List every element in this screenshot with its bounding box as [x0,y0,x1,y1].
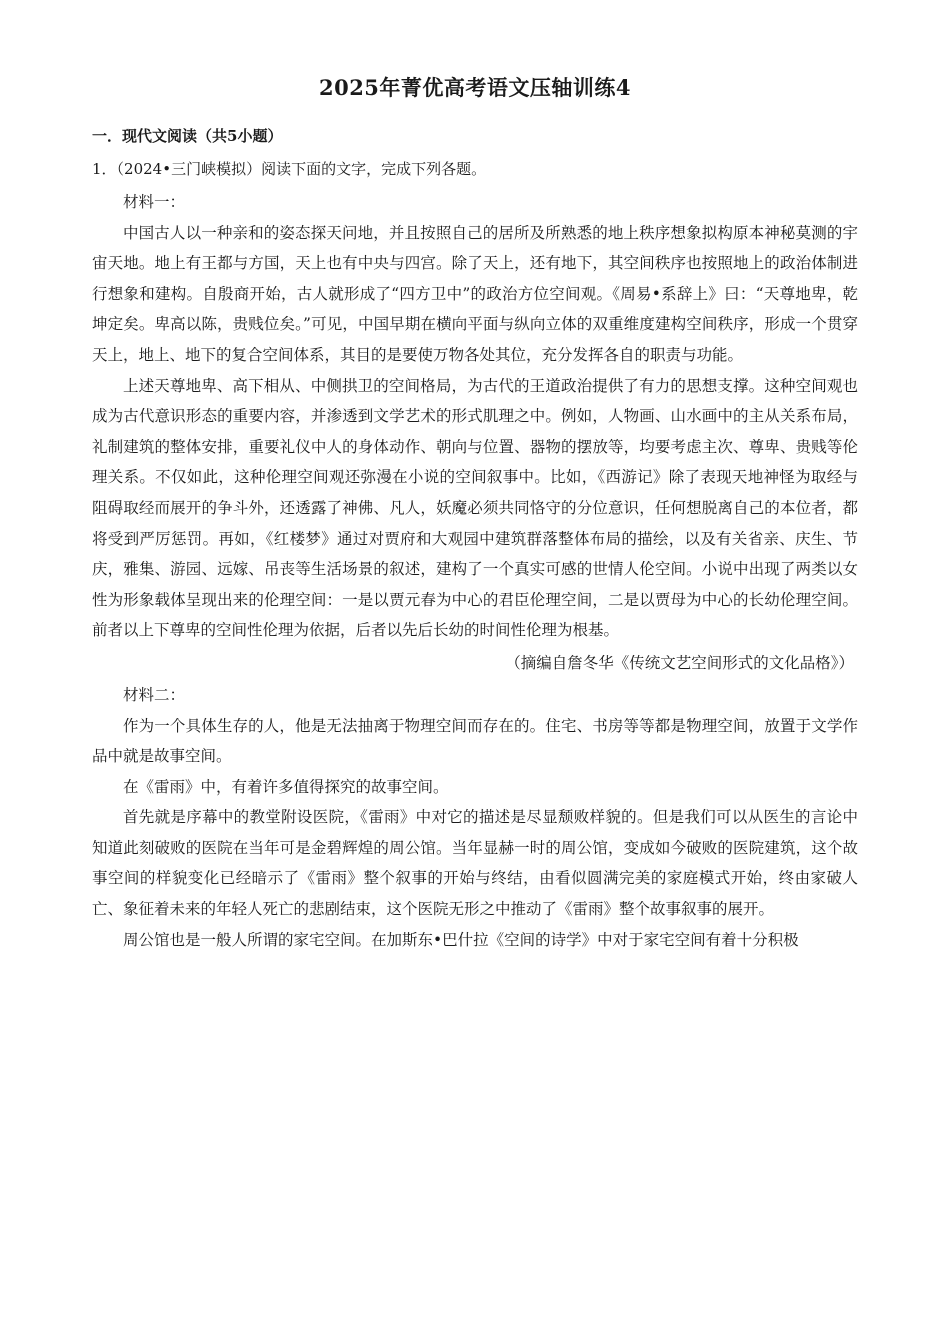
material1-label: 材料一： [123,193,186,211]
document-title: 2025年菁优高考语文压轴训练4 [318,75,632,100]
material1-source: （摘编自詹冬华《传统文艺空间形式的文化品格》） [505,653,854,672]
material1-paragraph: 上述天尊地卑、高下相从、中侧拱卫的空间格局，为古代的王道政治提供了有力的思想支撑。这种空间观也成为古代意识形态的重要内容，并渗透到文学艺术的形式肌理之中。例如，人物画、山水画中的主从关系布局，礼制建筑的整体安排，重要礼仪中人的身体动作、朝向与位置、器物的摆放等，均要考虑主次、尊卑、贵贱等伦理关系。不仅如此，这种伦理空间观还弥漫在小说的空间叙事中。比如，《西游记》除了表现天地神怪为取经与阻碍取经而展开的争斗外，还透露了神佛、凡人，妖魔必须共同恪守的分位意识，任何想脱离自己的本位者，都将受到严厉惩罚。再如，《红楼梦》通过对贾府和大观园中建筑群落整体布局的描绘，以及有关省亲、庆生、节庆，雅集、游园、远嫁、吊丧等生活场景的叙述，建构了一个真实可感的世情人伦空间。小说中出现了两类以女性为形象载体呈现出来的伦理空间：一是以贾元春为中心的君臣伦理空间，二是以贾母为中心的长幼伦理空间。前者以上下尊卑的空间性伦理为依据，后者以先后长幼的时间性伦理为根基。 [92,376,858,640]
section-heading: 一．现代文阅读（共5小题） [92,127,283,145]
material2-label: 材料二： [123,685,186,704]
document-page [92,0,858,955]
material2-paragraph: 首先就是序幕中的教堂附设医院，《雷雨》中对它的描述是尽显颓败样貌的。但是我们可以从医生的言论中知道此刻破败的医院在当年可是金碧辉煌的周公馆。当年显赫一时的周公馆，变成如今破败的医院建筑，这个故事空间的样貌变化已经暗示了《雷雨》整个叙事的开始与终结，由看似圆满完美的家庭模式开始，终由家破人亡、象征着未来的年轻人死亡的悲剧结束，这个医院无形之中推动了《雷雨》整个故事叙事的展开。 [92,808,858,919]
question-intro: 1．（2024•三门峡模拟）阅读下面的文字，完成下列各题。 [92,160,487,178]
material1-paragraph: 中国古人以一种亲和的姿态探天问地，并且按照自己的居所及所熟悉的地上秩序想象拟构原本神秘莫测的宇宙天地。地上有王都与方国，天上也有中央与四宫。除了天上，还有地下，其空间秩序也按照地上的政治体制进行想象和建构。自殷商开始，古人就形成了“四方卫中”的政治方位空间观。《周易•系辞上》曰：“天尊地卑，乾坤定矣。卑高以陈，贵贱位矣。”可见，中国早期在横向平面与纵向立体的双重维度建构空间秩序，形成一个贯穿天上，地上、地下的复合空间体系，其目的是要使万物各处其位，充分发挥各自的职责与功能。 [92,223,858,364]
material2-paragraph: 在《雷雨》中，有着许多值得探究的故事空间。 [123,777,449,796]
material2-paragraph: 周公馆也是一般人所谓的家宅空间。在加斯东•巴什拉《空间的诗学》中对于家宅空间有着十分积极 [123,930,799,949]
material2-paragraph: 作为一个具体生存的人，他是无法抽离于物理空间而存在的。住宅、书房等等都是物理空间，放置于文学作品中就是故事空间。 [92,716,858,766]
